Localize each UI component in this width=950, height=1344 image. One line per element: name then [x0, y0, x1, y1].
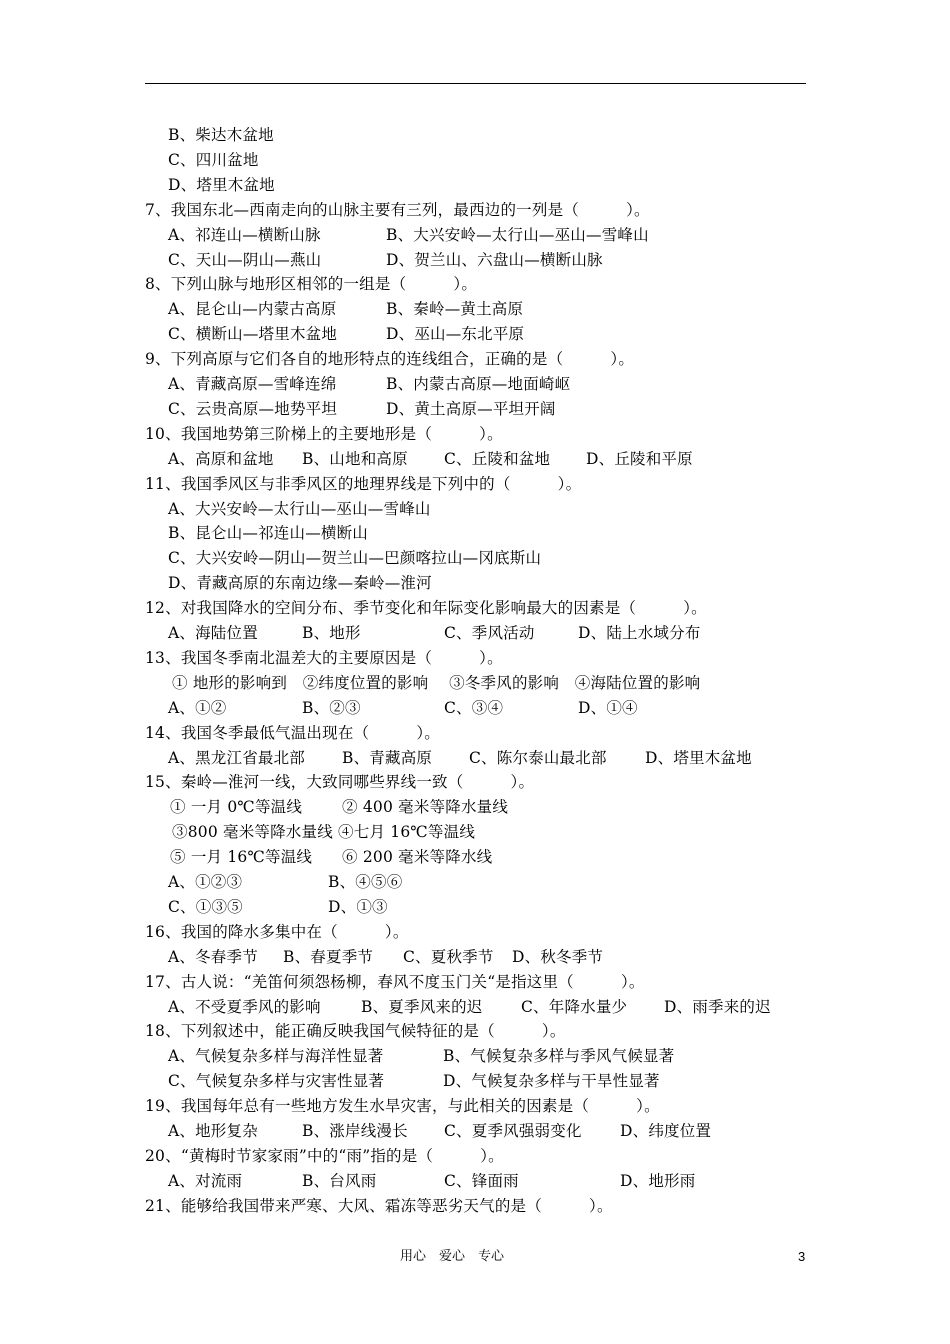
- option-text: A、不受夏季风的影响: [168, 997, 321, 1016]
- option-text: B、气候复杂多样与季风气候显著: [443, 1047, 675, 1066]
- option-text: C、大兴安岭—阴山—贺兰山—巴颜喀拉山—冈底斯山: [168, 549, 542, 568]
- option-text: ③800 毫米等降水量线 ④七月 16℃等温线: [172, 823, 476, 842]
- option-text: ⑥ 200 毫米等降水线: [342, 848, 493, 867]
- option-text: A、高原和盆地: [168, 449, 274, 468]
- option-line: [172, 671, 700, 696]
- option-row: [0, 621, 950, 646]
- option-text: A、海陆位置: [168, 624, 258, 642]
- option-text: D、①④: [578, 698, 638, 717]
- question-text: 8、下列山脉与地形区相邻的一组是（ ）。: [145, 275, 478, 294]
- option-text: A、气候复杂多样与海洋性显著: [168, 1047, 384, 1066]
- option-text: C、锋面雨: [444, 1171, 519, 1190]
- option-text: C、云贵高原—地势平坦: [168, 399, 338, 418]
- header-rule: [145, 83, 806, 84]
- question-text: 9、下列高原与它们各自的地形特点的连线组合，正确的是（ ）。: [145, 350, 635, 369]
- option-text: D、气候复杂多样与干旱性显著: [443, 1072, 660, 1091]
- option-text: ① 地形的影响到 ②纬度位置的影响 ③冬季风的影响 ④海陆位置的影响: [172, 673, 701, 692]
- option-row: [0, 870, 950, 895]
- option-text: ⑤ 一月 16℃等温线: [170, 848, 313, 867]
- option-text: B、昆仑山—祁连山—横断山: [168, 524, 368, 543]
- question-line: [145, 970, 645, 995]
- question-text: 7、我国东北—西南走向的山脉主要有三列，最西边的一列是（ ）。: [145, 200, 650, 219]
- option-text: D、纬度位置: [620, 1122, 712, 1140]
- option-line: [168, 546, 541, 571]
- option-text: C、丘陵和盆地: [444, 449, 551, 468]
- question-text: 12、对我国降水的空间分布、季节变化和年际变化影响最大的因素是（ ）。: [145, 599, 707, 618]
- option-text: A、①②: [168, 698, 227, 717]
- option-row: [0, 945, 950, 970]
- option-text: C、③④: [444, 698, 504, 717]
- option-text: A、对流雨: [168, 1171, 243, 1190]
- option-text: A、昆仑山—内蒙古高原: [168, 300, 337, 319]
- option-text: D、贺兰山、六盘山—横断山脉: [386, 250, 603, 269]
- option-line: [172, 820, 475, 845]
- option-row: [0, 223, 950, 248]
- question-text: 13、我国冬季南北温差大的主要原因是（ ）。: [145, 648, 503, 667]
- option-row: [0, 322, 950, 347]
- option-row: [0, 696, 950, 721]
- option-text: B、大兴安岭—太行山—巫山—雪峰山: [386, 225, 649, 244]
- option-line: [168, 497, 431, 522]
- option-line: [168, 123, 274, 148]
- question-text: 17、古人说：“羌笛何须怨杨柳，春风不度玉门关“是指这里（ ）。: [145, 972, 645, 991]
- option-text: A、黑龙江省最北部: [168, 748, 305, 767]
- option-text: B、青藏高原: [342, 748, 433, 767]
- question-line: [145, 422, 503, 447]
- option-text: A、祁连山—横断山脉: [168, 225, 321, 244]
- option-text: B、夏季风来的迟: [361, 997, 483, 1016]
- question-text: 20、“黄梅时节家家雨”中的“雨”指的是（ ）。: [145, 1146, 504, 1165]
- option-text: D、塔里木盆地: [168, 175, 275, 194]
- option-row: [0, 447, 950, 472]
- option-row: [0, 372, 950, 397]
- option-text: A、青藏高原—雪峰连绵: [168, 375, 337, 393]
- option-text: D、陆上水域分布: [578, 624, 701, 642]
- option-text: B、春夏季节: [283, 947, 374, 966]
- option-text: D、丘陵和平原: [586, 449, 693, 468]
- question-text: 16、我国的降水多集中在（ ）。: [145, 922, 409, 941]
- option-text: D、秋冬季节: [512, 947, 604, 966]
- question-line: [145, 920, 409, 945]
- option-row: [0, 845, 950, 870]
- question-line: [145, 1094, 660, 1119]
- option-row: [0, 895, 950, 920]
- option-text: B、山地和高原: [302, 449, 408, 468]
- option-text: B、②③: [302, 698, 361, 717]
- option-text: ① 一月 0℃等温线: [170, 798, 303, 817]
- option-text: C、年降水量少: [521, 997, 628, 1016]
- question-line: [145, 198, 650, 223]
- option-text: C、气候复杂多样与灾害性显著: [168, 1072, 385, 1091]
- option-row: [0, 248, 950, 273]
- option-text: B、台风雨: [302, 1171, 377, 1190]
- option-text: A、大兴安岭—太行山—巫山—雪峰山: [168, 499, 431, 518]
- option-text: D、地形雨: [620, 1171, 696, 1190]
- option-row: [0, 1169, 950, 1194]
- question-line: [145, 646, 503, 671]
- question-line: [145, 1144, 504, 1169]
- option-text: D、青藏高原的东南边缘—秦岭—淮河: [168, 574, 432, 593]
- option-row: [0, 397, 950, 422]
- option-row: [0, 746, 950, 771]
- question-line: [145, 472, 581, 497]
- option-text: A、冬春季节: [168, 947, 258, 966]
- question-line: [145, 1019, 566, 1044]
- option-row: [0, 995, 950, 1020]
- question-text: 18、下列叙述中，能正确反映我国气候特征的是（ ）。: [145, 1022, 566, 1041]
- option-text: A、地形复杂: [168, 1122, 258, 1140]
- option-text: C、①③⑤: [168, 897, 243, 916]
- page-number: 3: [798, 1249, 806, 1264]
- option-row: [0, 1044, 950, 1069]
- question-line: [145, 721, 440, 746]
- option-text: B、内蒙古高原—地面崎岖: [386, 375, 571, 393]
- question-line: [145, 1194, 613, 1219]
- option-text: ② 400 毫米等降水量线: [342, 798, 509, 817]
- option-row: [0, 297, 950, 322]
- option-text: D、雨季来的迟: [664, 997, 771, 1016]
- option-text: D、①③: [328, 897, 388, 916]
- option-row: [0, 1119, 950, 1144]
- question-text: 14、我国冬季最低气温出现在（ ）。: [145, 723, 440, 742]
- option-line: [168, 521, 368, 546]
- option-text: C、横断山—塔里木盆地: [168, 325, 338, 344]
- option-text: D、巫山—东北平原: [386, 325, 525, 344]
- option-text: B、④⑤⑥: [328, 873, 403, 891]
- option-text: C、天山—阴山—燕山: [168, 250, 322, 269]
- option-line: [168, 571, 432, 596]
- option-row: [0, 795, 950, 820]
- question-text: 11、我国季风区与非季风区的地理界线是下列中的（ ）。: [145, 474, 582, 493]
- option-text: C、季风活动: [444, 624, 535, 642]
- option-text: C、夏季风强弱变化: [444, 1122, 582, 1140]
- question-text: 19、我国每年总有一些地方发生水旱灾害，与此相关的因素是（ ）。: [145, 1097, 660, 1116]
- option-text: C、夏秋季节: [403, 947, 494, 966]
- option-line: [168, 173, 275, 198]
- page-footer: [0, 1247, 950, 1267]
- question-text: 10、我国地势第三阶梯上的主要地形是（ ）。: [145, 424, 503, 443]
- question-text: 15、秦岭—淮河一线，大致同哪些界线一致（ ）。: [145, 773, 535, 792]
- option-text: B、秦岭—黄土高原: [386, 300, 524, 319]
- option-text: B、地形: [302, 624, 361, 642]
- footer-motto: 用心 爱心 专心: [400, 1249, 505, 1264]
- option-text: B、柴达木盆地: [168, 126, 274, 144]
- option-text: D、塔里木盆地: [645, 748, 752, 767]
- option-text: C、陈尔泰山最北部: [469, 748, 607, 767]
- option-text: C、四川盆地: [168, 150, 259, 169]
- option-text: D、黄土高原—平坦开阔: [386, 399, 556, 418]
- option-text: B、涨岸线漫长: [302, 1122, 408, 1140]
- question-text: 21、能够给我国带来严寒、大风、霜冻等恶劣天气的是（ ）。: [145, 1196, 613, 1215]
- question-line: [145, 770, 534, 795]
- option-text: A、①②③: [168, 873, 243, 891]
- question-line: [145, 347, 634, 372]
- question-line: [145, 596, 707, 621]
- option-line: [168, 148, 259, 173]
- option-row: [0, 1069, 950, 1094]
- question-line: [145, 272, 477, 297]
